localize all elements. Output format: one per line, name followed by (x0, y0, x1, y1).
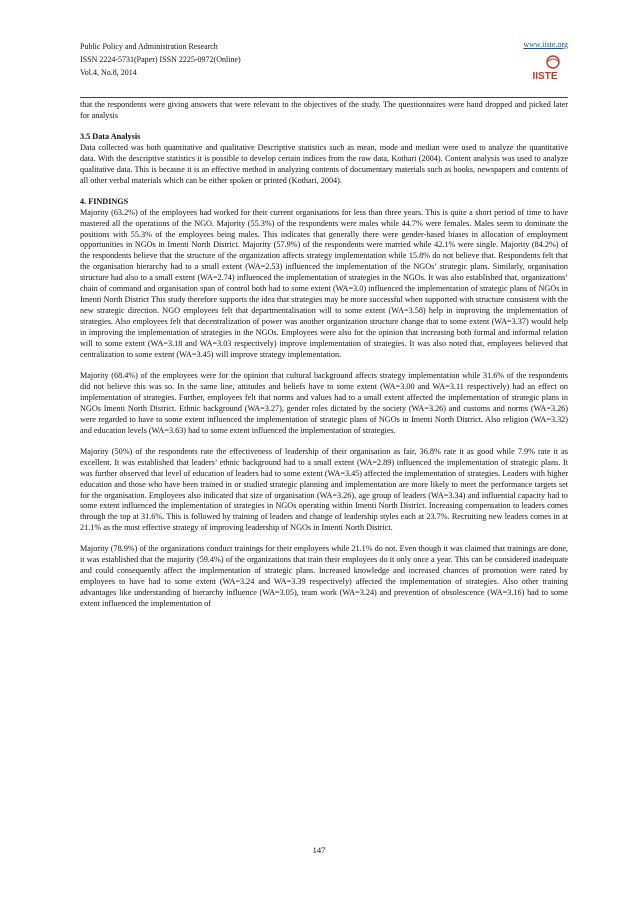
volume-line: Vol.4, No.8, 2014 (80, 68, 137, 77)
paragraph-gap (80, 361, 568, 371)
journal-name: Public Policy and Administration Research (80, 42, 218, 51)
paragraph: Majority (50%) of the respondents rate the effectiveness of leadership of their organisation as fair, 36.8% rate it as good while 7.9% rate it as excellent. It was established that leaders’ ethnic background had to a small extent (WA=2.89) influenced the implementation of strategic plans. It was further observed that level of education of leaders had to some extent (WA=3.45) affected the implementation of strategies. Leaders with higher education and those who have been trained in or studied strategic planning and implementation are more likely to meet the performance targets set for the organisation. Employees also indicated that size of organisation (WA=3.26), age group of leaders (WA=3.34) and influential capacity had to some extent influenced the implementation of strategies in NGOs operating within Imenti North District. Increasing compensation to leaders comes through the top at 31.6%. This is followed by training of leaders and change of leadership styles each at 23.7%. Recruiting new leaders comes in at 21.1% as the most effective strategy of improving leadership of NGOs in Imenti North District. (80, 446, 568, 533)
paragraph-gap (80, 534, 568, 544)
paragraph: Majority (68.4%) of the employees were for the opinion that cultural background affects strategy implementation while 31.6% of the respondents did not believe this was so. In the same line, attitudes and beliefs have to some extent (WA=3.00 and WA=3.11 respectively) had an effect on implementation of strategies. Further, employees felt that norms and values had to a small extent affected the implementation of strategic plans in NGOs Imenti North District. Ethnic background (WA=3.27), gender roles dictated by the society (WA=3.26) and customs and norms (WA=3.26) were regarded to have to some extent influenced the implementation of strategic plans of NGOs in Imenti North District. Also religion (WA=3.32) and education levels (WA=3.63) had to some extent influenced the implementation of strategies. (80, 370, 568, 435)
paragraph: that the respondents were giving answers that were relevant to the objectives of the study. The questionnaires were hand dropped and picked later for analysis (80, 100, 568, 120)
page-number: 147 (312, 845, 326, 855)
paragraph: Majority (78.9%) of the organizations conduct trainings for their employees while 21.1% do not. Even though it was claimed that trainings are done, it was established that the majority (59.4%) of the organizations that train their employees do it only once a year. This can be considered inadequate and could consequently affect the implementation of strategic plans. Increased knowledge and increased chances of promotion were rated by employees to have had to some extent (WA=3.24 and WA=3.39 respectively) affected the implementation of strategies. Also other training advantages like understanding of hierarchy influence (WA=3.05), team work (WA=3.24) and prevention of obsolescence (WA=3.16) had to some extent influenced the implementation of (80, 544, 568, 609)
section-heading: 3.5 Data Analysis (80, 131, 141, 141)
paragraph: Majority (63.2%) of the employees had worked for their current organisations for less than three years. This is quite a short period of time to have mastered all the operations of the NGO. Majority (55.3%) of the respondents were males while 44.7% were females. Males seem to dominate the positions with 55.3% of the employees being males. This indicates that generally there were gender-based biases in allocation of employment opportunities in NGOs in Imenti North District. Majority (57.9%) of the respondents were married while 42.1% were single. Majority (84.2%) of the respondents believe that the structure of the organization affects strategy implementation while 15.8% do not believe that. Respondents felt that the organisation hierarchy had to a small extent (WA=2.53) influenced the implementation of the NGOs’ strategic plans. Similarly, organisation structure had also to a small extent (WA=2.74) influenced the implementation of strategies in the NGOs. It was also established that, organizations’ chain of command and organisation span of control both had to some extent (WA=3.0) influenced the implementation of strategic plans of NGOs in Imenti North District This study therefore supports the idea that strategies may be more successful when supported with structure consistent with the new strategic direction. NGO employees felt that departmentalisation will to some extent (WA=3.58) help in improving the implementation of strategies. Also employees felt that decentralization of power was another organization structure change that to some extent (WA=3.37) would help in improving the implementation of strategies in the NGOs. Employees were also for the opinion that increasing both formal and informal relation will to some extent (WA=3.18 and WA=3.03 respectively) improve implementation of strategies. It was also noted that, employees believed that centralization to some extent (WA=3.45) will improve strategy implementation. (80, 207, 568, 360)
section-heading: 4. FINDINGS (80, 196, 129, 206)
svg-text:IISTE: IISTE (532, 71, 558, 82)
page-header (80, 40, 568, 94)
website-link[interactable]: www.iiste.org (523, 40, 568, 49)
section-gap (80, 187, 568, 197)
issn-line: ISSN 2224-5731(Paper) ISSN 2225-0972(Online) (80, 55, 241, 64)
iiste-logo (526, 54, 564, 82)
section-gap (80, 122, 568, 132)
paragraph: Data collected was both quantitative and qualitative Descriptive statistics such as mean, mode and median were used to analyze the quantitative data. With the descriptive statistics it is possible to develop certain indices from the raw data, Kothari (2004). Content analysis was used to analyze qualitative data. This is because it is an effective method in analyzing contents of documentary materials such as books, newspapers and contents of all other verbal materials which can be either spoken or printed (Kothari, 2004). (80, 142, 568, 185)
article-body (80, 100, 568, 610)
header-rule (80, 97, 568, 98)
paragraph-gap (80, 437, 568, 447)
